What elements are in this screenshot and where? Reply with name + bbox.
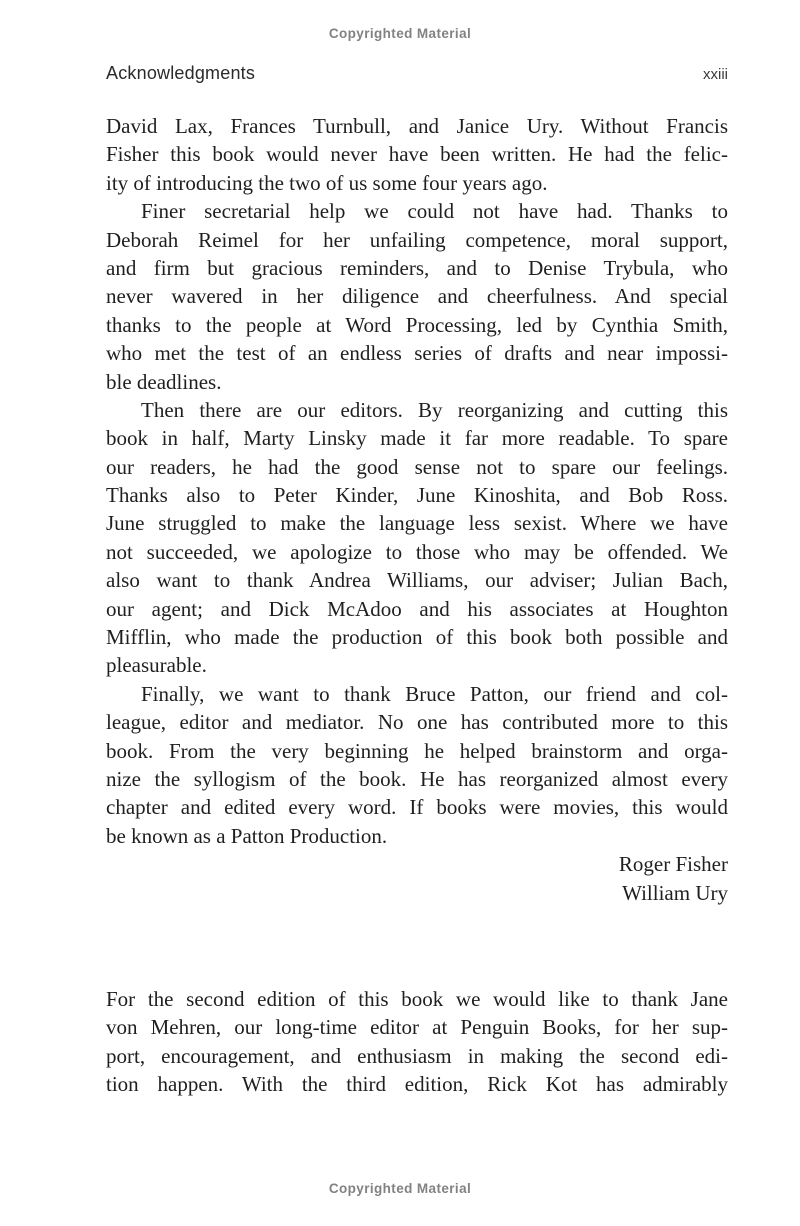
text-line: thanks to the people at Word Processing, led by Cynthia Smith, [106, 312, 728, 337]
text-line: Mifflin, who made the production of this book both possible and [106, 625, 728, 650]
text-line: David Lax, Frances Turnbull, and Janice Ury. Without Francis [106, 114, 728, 138]
text-line: our agent; and Dick McAdoo and his associates at Houghton [106, 596, 728, 621]
text-line: also want to thank Andrea Williams, our adviser; Julian Bach, [106, 568, 728, 593]
text-line: ble deadlines. [106, 369, 222, 394]
text-line: Fisher this book would never have been written. He had the felic- [106, 142, 728, 167]
text-line: port, encouragement, and enthusiasm in making the second edi- [106, 1043, 728, 1068]
signature-line: William Ury [622, 880, 728, 905]
copyright-notice-top: Copyrighted Material [328, 26, 472, 41]
text-line: chapter and edited every word. If books were movies, this would [106, 795, 728, 820]
text-line: For the second edition of this book we would like to thank Jane [106, 986, 728, 1011]
paragraph [106, 396, 728, 680]
text-line: and firm but gracious reminders, and to Denise Trybula, who [106, 255, 728, 280]
signature-block [106, 850, 728, 907]
paragraph [106, 112, 728, 197]
paragraph [106, 197, 728, 396]
copyright-notice-bottom: Copyrighted Material [328, 1181, 472, 1196]
text-line: book. From the very beginning he helped brainstorm and orga- [106, 738, 728, 763]
text-line: book in half, Marty Linsky made it far more readable. To spare [106, 426, 728, 451]
text-line: Thanks also to Peter Kinder, June Kinoshita, and Bob Ross. [106, 483, 728, 508]
text-line: never wavered in her diligence and cheerfulness. And special [106, 284, 728, 309]
text-line: Then there are our editors. By reorganizing and cutting this [141, 397, 728, 422]
page-header [106, 63, 728, 84]
text-line: Finally, we want to thank Bruce Patton, our friend and col- [141, 681, 728, 706]
text-line: tion happen. With the third edition, Rick Kot has admirably [106, 1072, 728, 1097]
text-line: be known as a Patton Production. [106, 823, 388, 848]
page-number: xxiii [703, 66, 728, 83]
text-line: von Mehren, our long-time editor at Penguin Books, for her sup- [106, 1015, 728, 1040]
paragraph-container [106, 112, 728, 850]
text-line: our readers, he had the good sense not to spare our feelings. [106, 454, 728, 479]
text-line: ity of introducing the two of us some four years ago. [106, 170, 548, 195]
text-line: Deborah Reimel for her unfailing competence, moral support, [106, 227, 728, 252]
body-text [106, 112, 728, 1099]
running-head: Acknowledgments [106, 63, 256, 83]
text-line: not succeeded, we apologize to those who may be offended. We [106, 539, 728, 564]
text-line: Finer secretarial help we could not have had. Thanks to [141, 199, 728, 224]
text-line: league, editor and mediator. No one has contributed more to this [106, 710, 728, 735]
paragraph [106, 680, 728, 850]
addendum-paragraph [106, 985, 728, 1099]
signature-line: Roger Fisher [618, 852, 728, 877]
text-line: nize the syllogism of the book. He has reorganized almost every [106, 766, 728, 791]
text-line: who met the test of an endless series of drafts and near impossi- [106, 341, 728, 366]
text-line: June struggled to make the language less sexist. Where we have [106, 511, 728, 536]
text-line: pleasurable. [106, 653, 207, 678]
